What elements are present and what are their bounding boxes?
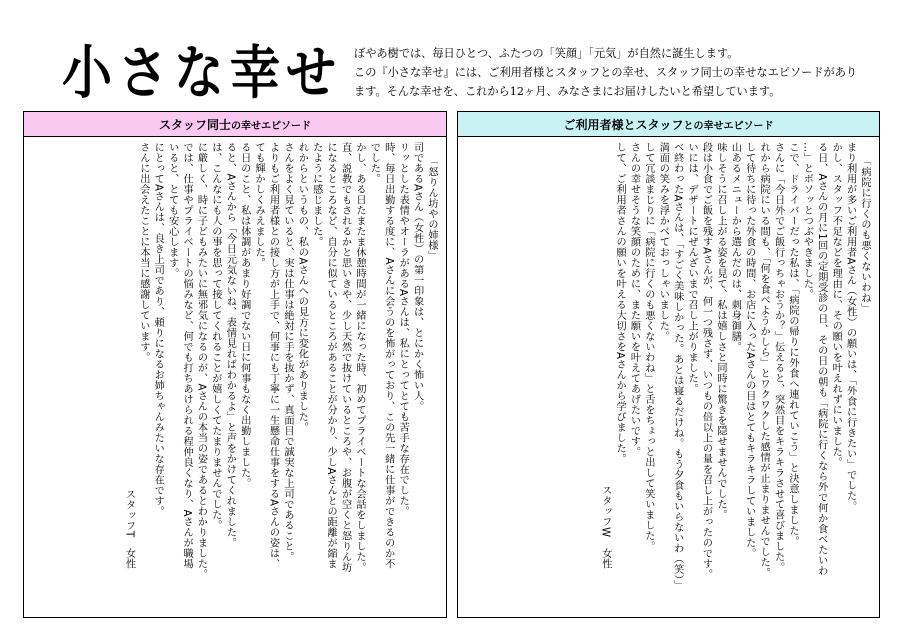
staff-episode-header-sub: の幸せエピソード [231, 120, 311, 132]
story-line: 直、説教でもされるかと思いきや、少し天然で抜けているところや、お腹が空くと怒りん坊 [339, 142, 351, 573]
story-line: は、こんなにも人の事を思って接してくれることが嬉しくてたまりませんでした。 [209, 142, 221, 531]
story-line: でした。 [368, 142, 380, 184]
staff-episode-story [32, 142, 438, 609]
story-line: さんの幸せそうな笑顔のために、また願いを叶えてあげたいです。 [628, 142, 640, 457]
intro-line: ぼやあ樹では、毎日ひとつ、ふたつの「笑顔」「元気」が自然に誕生します。 [354, 47, 739, 60]
story-line: 段は小食でご飯を残すAさんが、何一つ残さず、いつもの倍以上の量を召し上がったのです。 [700, 142, 712, 580]
page-title: 小さな幸せ [62, 39, 342, 107]
story-line: る日のこと、私は体調があまり好調でない日に何事もなく出勤しました。 [238, 142, 250, 489]
story-line: して、ご利用者さんの願いを叶える大切さをAさんから学びました。 [614, 142, 626, 465]
story-line: べ終わったAさんは、「すごく美味しかった。あとは寝るだけね。もう夕食もいらないわ（笑）」 [671, 142, 683, 591]
story-line: いには、デザートにぜんざいまで召し上がりました。 [686, 142, 698, 394]
story-line: では、仕事やプライベートの悩みなど、何でも打ちあけられる程仲良くなり、Aさんが職場 [181, 142, 193, 570]
story-line: ても輝かしくみえました。 [253, 142, 265, 268]
story-heading: 「怒りん坊やの姉様」 [426, 156, 437, 261]
user-episode-header-sub: との幸せエピソード [683, 120, 774, 132]
story-line: 時、毎日出勤する度に、Aさんに会うのを怖がっており、この先一緒に仕事ができるのか不 [382, 142, 394, 570]
story-line: こで、ドライバーだった私は、「病院の帰りに外食へ連れていこう」と決意しました。 [786, 142, 798, 547]
user-episode-panel [457, 111, 880, 618]
story-line: さんに「今日外でご飯行っちゃおうか？」伝えると、突然目をキラキラさせて喜びました。 [772, 142, 784, 573]
story-line: 山あるメニューから選んだのは、刺身御膳。 [729, 142, 741, 352]
story-line: いると、とても安心します。 [166, 142, 178, 279]
story-line: さんに出会えたことに本当に感謝しています。 [137, 142, 149, 363]
staff-episode-panel [23, 111, 447, 618]
story-line: まり利用が多いご利用者Aさん（女性）の願いは、「外食に行きたい」でした。 [844, 142, 856, 512]
story-signature: スタッフT 女性 [123, 488, 135, 569]
story-line: 味しそうに召し上がる姿を見て、私は嬉しさと同時に驚きを隠せませんでした。 [714, 142, 726, 520]
story-line: …」とボソッとつぶやきました。 [801, 142, 813, 300]
story-line: 司であるAさん（女性）の第一印象は、とにかく怖い人。 [411, 142, 423, 412]
story-line: かし、ある日たまたま休憩時間が一緒になった時、初めてプライベートな会話をしました。 [353, 142, 365, 573]
story-line: して冗談まじりに「病院に行くのも悪くないわね」と舌をちょっと出して笑いました。 [642, 142, 654, 552]
story-line: かし、スタッフ不足などを理由に、その願いを叶えれずにいました。 [830, 142, 842, 468]
story-line: れからというもの、私のAさんへの見方に変化がありました。 [296, 142, 308, 433]
story-line: さんをよく見ていると、実は仕事は絶対に手を抜かず、真面目で誠実な上司であること。 [281, 142, 293, 562]
user-episode-story [466, 142, 871, 609]
intro-line: ます。そんな幸せを、これから12ヶ月、みなさまにお届けしたいと希望しています。 [354, 85, 781, 98]
intro-text [354, 44, 874, 101]
intro-line: この『小さな幸せ』には、ご利用者様とスタッフとの幸せ、スタッフ同士の幸せなエピソードがあり [354, 66, 858, 79]
story-signature: スタッフW 女性 [599, 485, 611, 569]
user-episode-header-main: ご利用者様とスタッフ [563, 117, 684, 132]
staff-episode-header-main: スタッフ同士 [158, 117, 231, 132]
user-episode-header [458, 112, 879, 137]
story-heading: 「病院に行くのも悪くないわね」 [859, 156, 870, 314]
staff-episode-header [24, 112, 446, 137]
story-line: にとってAさんは、良き上司であり、頼りになるお姉ちゃんみたいな存在です。 [152, 142, 164, 517]
story-line: ると、Aさんから「今日元気ないね、表情見ればわかるよ」と声をかけてくれました。 [224, 142, 236, 549]
story-line: リッとした表情やオーラがあるAさんは、私にとってとても苦手な存在でした。 [397, 142, 409, 517]
story-line: に厳しく、時に子どもみたいに無邪気になるのが、Aさんの本当の姿であるとわかりました。 [195, 142, 207, 580]
story-line: して待ちに待った外食の時間、お店に入ったAさんの目はとてもキラキラしていました。 [743, 142, 755, 559]
story-line: になるところなど、自分に似ているところがあることが分かり、少しAさんとの距離が縮ま [325, 142, 337, 570]
story-line: る日、Aさんの月に1回の定期受診の日、その日の朝も「病院に行くなら外で何か食べたいわ [815, 142, 827, 577]
story-line: れから病院にいる間も、「何を食べようかしら」とワクワクした感情が止まりませんでした。 [758, 142, 770, 578]
story-line: よりもご利用者様との接し方が上手で、何事にも丁寧に一生懸命仕事をするAさんの姿は、 [267, 142, 279, 570]
story-line: たように感じました。 [310, 142, 322, 247]
story-line: 満面の笑みを浮かべておっしゃいました。 [657, 142, 669, 342]
